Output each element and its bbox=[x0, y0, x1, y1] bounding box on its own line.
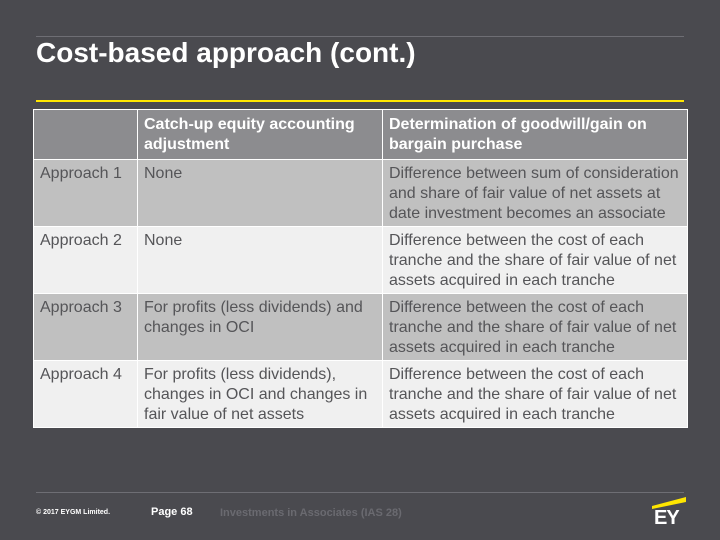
table-row bbox=[34, 361, 688, 428]
table-row bbox=[34, 294, 688, 361]
adjustment-cell: None bbox=[138, 160, 383, 227]
slide-title: Cost-based approach (cont.) bbox=[36, 37, 416, 68]
goodwill-cell: Difference between the cost of each tranche and the share of fair value of net assets acquired in each tranche bbox=[383, 227, 688, 294]
table-row bbox=[34, 160, 688, 227]
table-header-row bbox=[34, 110, 688, 160]
adjustment-cell: None bbox=[138, 227, 383, 294]
approach-label: Approach 1 bbox=[34, 160, 138, 227]
title-accent-divider bbox=[36, 100, 684, 102]
page-number: Page 68 bbox=[151, 506, 193, 518]
footer-divider bbox=[36, 492, 684, 493]
deck-title: Investments in Associates (IAS 28) bbox=[220, 507, 402, 519]
adjustment-cell: For profits (less dividends) and changes in OCI bbox=[138, 294, 383, 361]
goodwill-cell: Difference between the cost of each tranche and the share of fair value of net assets acquired in each tranche bbox=[383, 361, 688, 428]
ey-logo-text: EY bbox=[654, 507, 679, 529]
header-goodwill: Determination of goodwill/gain on bargain purchase bbox=[383, 110, 688, 160]
approach-comparison-table bbox=[33, 109, 688, 428]
approach-label: Approach 3 bbox=[34, 294, 138, 361]
header-adjustment: Catch-up equity accounting adjustment bbox=[138, 110, 383, 160]
header-corner-cell bbox=[34, 110, 138, 160]
approach-label: Approach 2 bbox=[34, 227, 138, 294]
goodwill-cell: Difference between sum of consideration and share of fair value of net assets at date investment becomes an associate bbox=[383, 160, 688, 227]
table-row bbox=[34, 227, 688, 294]
adjustment-cell: For profits (less dividends), changes in OCI and changes in fair value of net assets bbox=[138, 361, 383, 428]
ey-logo bbox=[652, 497, 686, 529]
copyright-notice: © 2017 EYGM Limited. bbox=[36, 509, 111, 516]
approach-label: Approach 4 bbox=[34, 361, 138, 428]
goodwill-cell: Difference between the cost of each tranche and the share of fair value of net assets acquired in each tranche bbox=[383, 294, 688, 361]
